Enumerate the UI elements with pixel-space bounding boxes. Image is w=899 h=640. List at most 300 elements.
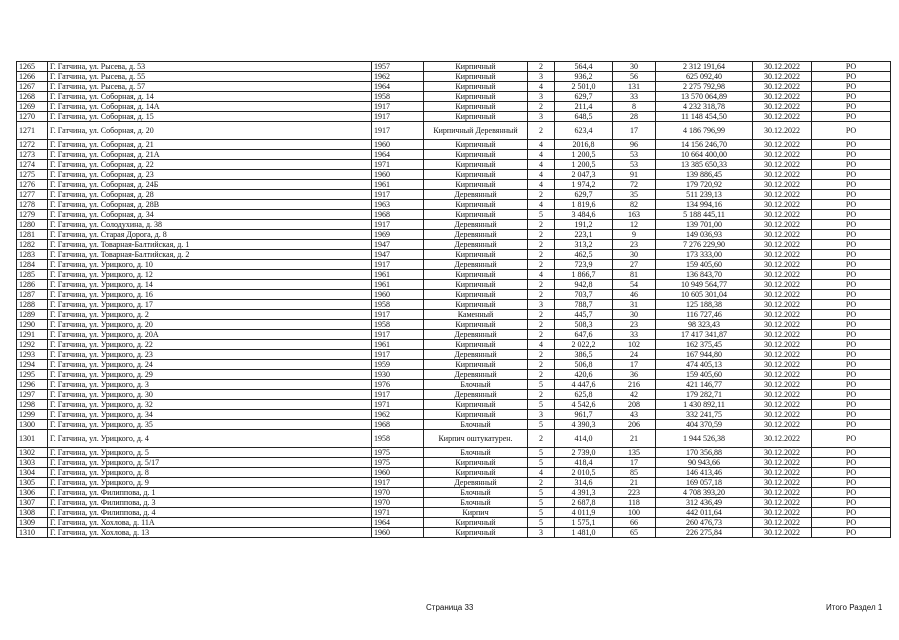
wall-material-cell: Кирпичный [424,102,528,112]
table-row [17,150,891,160]
apartments-cell: 17 [613,458,656,468]
wall-material-cell: Кирпичный [424,468,528,478]
cost-cell: 167 944,80 [656,350,753,360]
row-number-cell: 1277 [17,190,48,200]
row-number-cell: 1280 [17,220,48,230]
table-row [17,250,891,260]
wall-material-cell: Деревянный [424,190,528,200]
table-row [17,260,891,270]
build-year-cell: 1947 [372,240,424,250]
table-body [17,62,891,538]
address-cell: Г. Гатчина, ул. Соборная, д. 21А [48,150,372,160]
type-cell: РО [812,240,891,250]
type-cell: РО [812,280,891,290]
date-cell: 30.12.2022 [753,488,812,498]
row-number-cell: 1303 [17,458,48,468]
address-cell: Г. Гатчина, ул. Товарная-Балтийская, д. 1 [48,240,372,250]
build-year-cell: 1917 [372,122,424,140]
wall-material-cell: Блочный [424,448,528,458]
apartments-cell: 100 [613,508,656,518]
area-cell: 1 974,2 [555,180,613,190]
apartments-cell: 223 [613,488,656,498]
cost-cell: 13 385 650,33 [656,160,753,170]
cost-cell: 169 057,18 [656,478,753,488]
build-year-cell: 1969 [372,230,424,240]
row-number-cell: 1278 [17,200,48,210]
area-cell: 2 047,3 [555,170,613,180]
date-cell: 30.12.2022 [753,468,812,478]
floors-cell: 3 [528,112,555,122]
cost-cell: 4 232 318,78 [656,102,753,112]
date-cell: 30.12.2022 [753,92,812,102]
cost-cell: 13 570 064,89 [656,92,753,102]
wall-material-cell: Кирпичный [424,300,528,310]
type-cell: РО [812,528,891,538]
apartments-cell: 131 [613,82,656,92]
table-row [17,320,891,330]
apartments-cell: 21 [613,430,656,448]
wall-material-cell: Деревянный [424,220,528,230]
date-cell: 30.12.2022 [753,260,812,270]
row-number-cell: 1298 [17,400,48,410]
apartments-cell: 23 [613,240,656,250]
address-cell: Г. Гатчина, ул. Урицкого, д. 34 [48,410,372,420]
floors-cell: 2 [528,430,555,448]
row-number-cell: 1284 [17,260,48,270]
row-number-cell: 1308 [17,508,48,518]
apartments-cell: 30 [613,310,656,320]
apartments-cell: 54 [613,280,656,290]
type-cell: РО [812,220,891,230]
area-cell: 223,1 [555,230,613,240]
cost-cell: 17 417 341,87 [656,330,753,340]
cost-cell: 1 430 892,11 [656,400,753,410]
address-cell: Г. Гатчина, ул. Урицкого, д. 12 [48,270,372,280]
type-cell: РО [812,160,891,170]
apartments-cell: 12 [613,220,656,230]
cost-cell: 173 333,00 [656,250,753,260]
apartments-cell: 206 [613,420,656,430]
page-number: Страница 33 [426,603,474,612]
area-cell: 314,6 [555,478,613,488]
address-cell: Г. Гатчина, ул. Хохлова, д. 13 [48,528,372,538]
build-year-cell: 1963 [372,200,424,210]
table-row [17,180,891,190]
row-number-cell: 1285 [17,270,48,280]
cost-cell: 159 405,60 [656,370,753,380]
area-cell: 647,6 [555,330,613,340]
row-number-cell: 1301 [17,430,48,448]
build-year-cell: 1976 [372,380,424,390]
wall-material-cell: Деревянный [424,350,528,360]
build-year-cell: 1968 [372,420,424,430]
wall-material-cell: Деревянный [424,260,528,270]
area-cell: 625,8 [555,390,613,400]
apartments-cell: 135 [613,448,656,458]
wall-material-cell: Кирпичный [424,210,528,220]
area-cell: 386,5 [555,350,613,360]
wall-material-cell: Кирпичный [424,410,528,420]
row-number-cell: 1291 [17,330,48,340]
address-cell: Г. Гатчина, ул. Филиппова, д. 4 [48,508,372,518]
address-cell: Г. Гатчина, ул. Урицкого, д. 5 [48,448,372,458]
wall-material-cell: Деревянный [424,240,528,250]
row-number-cell: 1275 [17,170,48,180]
apartments-cell: 30 [613,62,656,72]
cost-cell: 10 664 400,00 [656,150,753,160]
build-year-cell: 1917 [372,310,424,320]
table-row [17,498,891,508]
floors-cell: 3 [528,410,555,420]
row-number-cell: 1309 [17,518,48,528]
cost-cell: 136 843,70 [656,270,753,280]
cost-cell: 149 036,93 [656,230,753,240]
type-cell: РО [812,72,891,82]
type-cell: РО [812,200,891,210]
build-year-cell: 1959 [372,360,424,370]
cost-cell: 170 356,88 [656,448,753,458]
wall-material-cell: Каменный [424,310,528,320]
build-year-cell: 1961 [372,280,424,290]
apartments-cell: 56 [613,72,656,82]
floors-cell: 5 [528,498,555,508]
address-cell: Г. Гатчина, ул. Товарная-Балтийская, д. 2 [48,250,372,260]
area-cell: 2 501,0 [555,82,613,92]
floors-cell: 2 [528,240,555,250]
row-number-cell: 1305 [17,478,48,488]
wall-material-cell: Кирпичный [424,320,528,330]
cost-cell: 11 148 454,50 [656,112,753,122]
floors-cell: 5 [528,210,555,220]
area-cell: 506,8 [555,360,613,370]
floors-cell: 2 [528,190,555,200]
wall-material-cell: Кирпичный [424,458,528,468]
cost-cell: 179 282,71 [656,390,753,400]
wall-material-cell: Кирпичный [424,270,528,280]
table-row [17,82,891,92]
apartments-cell: 53 [613,160,656,170]
address-cell: Г. Гатчина, ул. Рысева, д. 55 [48,72,372,82]
cost-cell: 179 720,92 [656,180,753,190]
build-year-cell: 1917 [372,190,424,200]
cost-cell: 5 188 445,11 [656,210,753,220]
type-cell: РО [812,210,891,220]
floors-cell: 5 [528,400,555,410]
floors-cell: 5 [528,448,555,458]
type-cell: РО [812,150,891,160]
floors-cell: 5 [528,420,555,430]
cost-cell: 125 188,38 [656,300,753,310]
date-cell: 30.12.2022 [753,300,812,310]
apartments-cell: 85 [613,468,656,478]
cost-cell: 332 241,75 [656,410,753,420]
wall-material-cell: Кирпичный [424,360,528,370]
table-row [17,448,891,458]
area-cell: 4 011,9 [555,508,613,518]
area-cell: 1 481,0 [555,528,613,538]
address-cell: Г. Гатчина, ул. Урицкого, д. 3 [48,380,372,390]
row-number-cell: 1287 [17,290,48,300]
address-cell: Г. Гатчина, ул. Урицкого, д. 16 [48,290,372,300]
area-cell: 2016,8 [555,140,613,150]
build-year-cell: 1917 [372,112,424,122]
table-row [17,430,891,448]
build-year-cell: 1961 [372,180,424,190]
date-cell: 30.12.2022 [753,210,812,220]
cost-cell: 10 605 301,04 [656,290,753,300]
type-cell: РО [812,250,891,260]
address-cell: Г. Гатчина, ул. Урицкого, д. 32 [48,400,372,410]
floors-cell: 4 [528,340,555,350]
build-year-cell: 1975 [372,458,424,468]
cost-cell: 1 944 526,38 [656,430,753,448]
address-cell: Г. Гатчина, ул. Урицкого, д. 4 [48,430,372,448]
table-row [17,290,891,300]
address-cell: Г. Гатчина, ул. Солодухина, д. 38 [48,220,372,230]
type-cell: РО [812,498,891,508]
row-number-cell: 1268 [17,92,48,102]
cost-cell: 625 092,40 [656,72,753,82]
build-year-cell: 1960 [372,170,424,180]
date-cell: 30.12.2022 [753,112,812,122]
floors-cell: 2 [528,122,555,140]
address-cell: Г. Гатчина, ул. Соборная, д. 24Б [48,180,372,190]
address-cell: Г. Гатчина, ул. Урицкого, д. 24 [48,360,372,370]
apartments-cell: 30 [613,250,656,260]
floors-cell: 2 [528,360,555,370]
area-cell: 445,7 [555,310,613,320]
cost-cell: 116 727,46 [656,310,753,320]
address-cell: Г. Гатчина, ул. Урицкого, д. 9 [48,478,372,488]
cost-cell: 2 275 792,98 [656,82,753,92]
address-cell: Г. Гатчина, ул. Урицкого, д. 20 [48,320,372,330]
apartments-cell: 102 [613,340,656,350]
floors-cell: 2 [528,230,555,240]
address-cell: Г. Гатчина, ул. Урицкого, д. 10 [48,260,372,270]
area-cell: 942,8 [555,280,613,290]
area-cell: 936,2 [555,72,613,82]
table-row [17,468,891,478]
type-cell: РО [812,420,891,430]
area-cell: 629,7 [555,92,613,102]
wall-material-cell: Кирпичный [424,200,528,210]
wall-material-cell: Блочный [424,488,528,498]
type-cell: РО [812,518,891,528]
area-cell: 1 866,7 [555,270,613,280]
build-year-cell: 1917 [372,350,424,360]
row-number-cell: 1273 [17,150,48,160]
area-cell: 623,4 [555,122,613,140]
area-cell: 4 542,6 [555,400,613,410]
type-cell: РО [812,340,891,350]
type-cell: РО [812,468,891,478]
apartments-cell: 65 [613,528,656,538]
wall-material-cell: Кирпичный [424,170,528,180]
wall-material-cell: Кирпичный [424,150,528,160]
type-cell: РО [812,190,891,200]
table-row [17,360,891,370]
apartments-cell: 28 [613,112,656,122]
address-cell: Г. Гатчина, ул. Урицкого, д. 20А [48,330,372,340]
wall-material-cell: Кирпичный Деревянный [424,122,528,140]
apartments-cell: 91 [613,170,656,180]
table-row [17,330,891,340]
cost-cell: 474 405,13 [656,360,753,370]
build-year-cell: 1917 [372,478,424,488]
date-cell: 30.12.2022 [753,310,812,320]
date-cell: 30.12.2022 [753,72,812,82]
apartments-cell: 8 [613,102,656,112]
date-cell: 30.12.2022 [753,62,812,72]
type-cell: РО [812,180,891,190]
type-cell: РО [812,410,891,420]
table-row [17,280,891,290]
address-cell: Г. Гатчина, ул. Соборная, д. 28В [48,200,372,210]
cost-cell: 421 146,77 [656,380,753,390]
wall-material-cell: Кирпичный [424,528,528,538]
wall-material-cell: Кирпичный [424,340,528,350]
wall-material-cell: Кирпичный [424,92,528,102]
build-year-cell: 1917 [372,102,424,112]
housing-registry-table [16,61,891,538]
apartments-cell: 53 [613,150,656,160]
wall-material-cell: Блочный [424,498,528,508]
type-cell: РО [812,82,891,92]
row-number-cell: 1289 [17,310,48,320]
apartments-cell: 17 [613,122,656,140]
date-cell: 30.12.2022 [753,498,812,508]
floors-cell: 2 [528,320,555,330]
cost-cell: 442 011,64 [656,508,753,518]
floors-cell: 2 [528,330,555,340]
build-year-cell: 1917 [372,390,424,400]
area-cell: 1 200,5 [555,150,613,160]
table-row [17,310,891,320]
table-row [17,230,891,240]
wall-material-cell: Блочный [424,380,528,390]
apartments-cell: 35 [613,190,656,200]
row-number-cell: 1306 [17,488,48,498]
address-cell: Г. Гатчина, ул. Урицкого, д. 8 [48,468,372,478]
table-row [17,400,891,410]
area-cell: 629,7 [555,190,613,200]
type-cell: РО [812,102,891,112]
type-cell: РО [812,360,891,370]
date-cell: 30.12.2022 [753,360,812,370]
type-cell: РО [812,300,891,310]
apartments-cell: 43 [613,410,656,420]
table-row [17,220,891,230]
type-cell: РО [812,478,891,488]
apartments-cell: 96 [613,140,656,150]
floors-cell: 3 [528,528,555,538]
build-year-cell: 1975 [372,448,424,458]
area-cell: 1 200,5 [555,160,613,170]
date-cell: 30.12.2022 [753,180,812,190]
cost-cell: 7 276 229,90 [656,240,753,250]
row-number-cell: 1288 [17,300,48,310]
type-cell: РО [812,400,891,410]
table-row [17,62,891,72]
address-cell: Г. Гатчина, ул. Соборная, д. 22 [48,160,372,170]
row-number-cell: 1274 [17,160,48,170]
floors-cell: 5 [528,518,555,528]
build-year-cell: 1960 [372,528,424,538]
cost-cell: 14 156 246,70 [656,140,753,150]
floors-cell: 4 [528,150,555,160]
row-number-cell: 1286 [17,280,48,290]
apartments-cell: 9 [613,230,656,240]
apartments-cell: 33 [613,330,656,340]
date-cell: 30.12.2022 [753,160,812,170]
area-cell: 4 447,6 [555,380,613,390]
wall-material-cell: Кирпичный [424,160,528,170]
table-row [17,478,891,488]
address-cell: Г. Гатчина, ул. Урицкого, д. 17 [48,300,372,310]
date-cell: 30.12.2022 [753,350,812,360]
address-cell: Г. Гатчина, ул. Соборная, д. 34 [48,210,372,220]
cost-cell: 159 405,60 [656,260,753,270]
floors-cell: 2 [528,310,555,320]
area-cell: 564,4 [555,62,613,72]
address-cell: Г. Гатчина, ул. Соборная, д. 28 [48,190,372,200]
table-row [17,420,891,430]
wall-material-cell: Кирпичный [424,290,528,300]
build-year-cell: 1964 [372,518,424,528]
build-year-cell: 1960 [372,140,424,150]
apartments-cell: 24 [613,350,656,360]
wall-material-cell: Деревянный [424,330,528,340]
address-cell: Г. Гатчина, ул. Рысева, д. 57 [48,82,372,92]
date-cell: 30.12.2022 [753,330,812,340]
build-year-cell: 1930 [372,370,424,380]
build-year-cell: 1958 [372,320,424,330]
date-cell: 30.12.2022 [753,280,812,290]
table-row [17,102,891,112]
date-cell: 30.12.2022 [753,102,812,112]
row-number-cell: 1265 [17,62,48,72]
cost-cell: 10 949 564,77 [656,280,753,290]
row-number-cell: 1282 [17,240,48,250]
address-cell: Г. Гатчина, ул. Филиппова, д. 1 [48,488,372,498]
build-year-cell: 1958 [372,300,424,310]
floors-cell: 4 [528,200,555,210]
wall-material-cell: Кирпичный [424,180,528,190]
build-year-cell: 1971 [372,160,424,170]
type-cell: РО [812,448,891,458]
row-number-cell: 1276 [17,180,48,190]
area-cell: 1 575,1 [555,518,613,528]
floors-cell: 4 [528,180,555,190]
table-row [17,190,891,200]
row-number-cell: 1267 [17,82,48,92]
apartments-cell: 27 [613,260,656,270]
type-cell: РО [812,140,891,150]
address-cell: Г. Гатчина, ул. Соборная, д. 14 [48,92,372,102]
type-cell: РО [812,62,891,72]
build-year-cell: 1960 [372,290,424,300]
row-number-cell: 1269 [17,102,48,112]
type-cell: РО [812,92,891,102]
area-cell: 4 391,3 [555,488,613,498]
build-year-cell: 1962 [372,72,424,82]
cost-cell: 4 708 393,20 [656,488,753,498]
address-cell: Г. Гатчина, ул. Хохлова, д. 11А [48,518,372,528]
cost-cell: 90 943,66 [656,458,753,468]
floors-cell: 2 [528,62,555,72]
apartments-cell: 208 [613,400,656,410]
table-row [17,350,891,360]
